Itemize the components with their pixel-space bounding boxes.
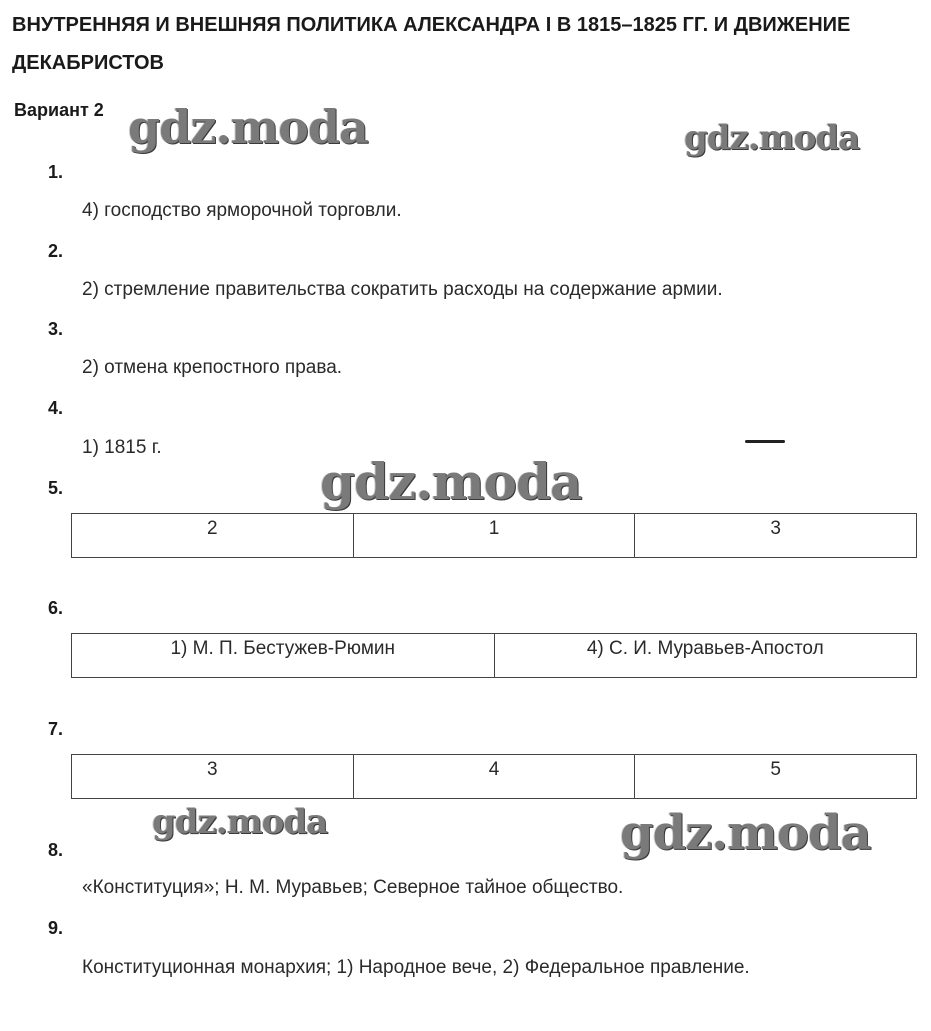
answer-3: 2) отмена крепостного права. <box>82 357 343 378</box>
answer-1: 4) господство ярморочной торговли. <box>82 200 402 221</box>
answer-2: 2) стремление правительства сократить расходы на содержание армии. <box>82 279 723 300</box>
table-cell: 2 <box>72 514 354 558</box>
answer-9: Конституционная монархия; 1) Народное вече, 2) Федеральное правление. <box>82 957 750 978</box>
question-number-6: 6. <box>48 598 64 618</box>
answer-table-5 <box>71 513 917 558</box>
table-cell: 5 <box>635 755 917 799</box>
table-cell: 4 <box>353 755 635 799</box>
table-cell: 1 <box>353 514 635 558</box>
answer-8: «Конституция»; Н. М. Муравьев; Северное тайное общество. <box>82 877 624 898</box>
page-title: ВНУТРЕННЯЯ И ВНЕШНЯЯ ПОЛИТИКА АЛЕКСАНДРА I В 1815–1825 ГГ. И ДВИЖЕНИЕ ДЕКАБРИСТОВ <box>12 14 851 74</box>
watermark-logo: gdz.moda <box>152 802 328 842</box>
watermark-logo: gdz.moda <box>620 805 871 861</box>
answer-table-6 <box>71 633 917 678</box>
table-cell: 3 <box>635 514 917 558</box>
table-cell: 4) С. И. Муравьев-Апостол <box>494 634 917 678</box>
question-number-1: 1. <box>48 162 64 182</box>
table-cell: 1) М. П. Бестужев-Рюмин <box>72 634 495 678</box>
answer-4: 1) 1815 г. <box>82 437 162 458</box>
question-number-5: 5. <box>48 478 64 498</box>
question-number-4: 4. <box>48 398 64 418</box>
watermark-logo: gdz.moda <box>320 452 582 511</box>
table-cell: 3 <box>72 755 354 799</box>
question-number-3: 3. <box>48 319 64 339</box>
question-number-7: 7. <box>48 719 64 739</box>
answer-table-7 <box>71 754 917 799</box>
question-number-9: 9. <box>48 918 64 938</box>
variant-label: Вариант 2 <box>14 100 104 120</box>
watermark-logo: gdz.moda <box>128 100 368 154</box>
question-number-2: 2. <box>48 241 64 261</box>
pen-mark <box>745 440 785 443</box>
watermark-logo: gdz.moda <box>684 118 860 158</box>
question-number-8: 8. <box>48 840 64 860</box>
